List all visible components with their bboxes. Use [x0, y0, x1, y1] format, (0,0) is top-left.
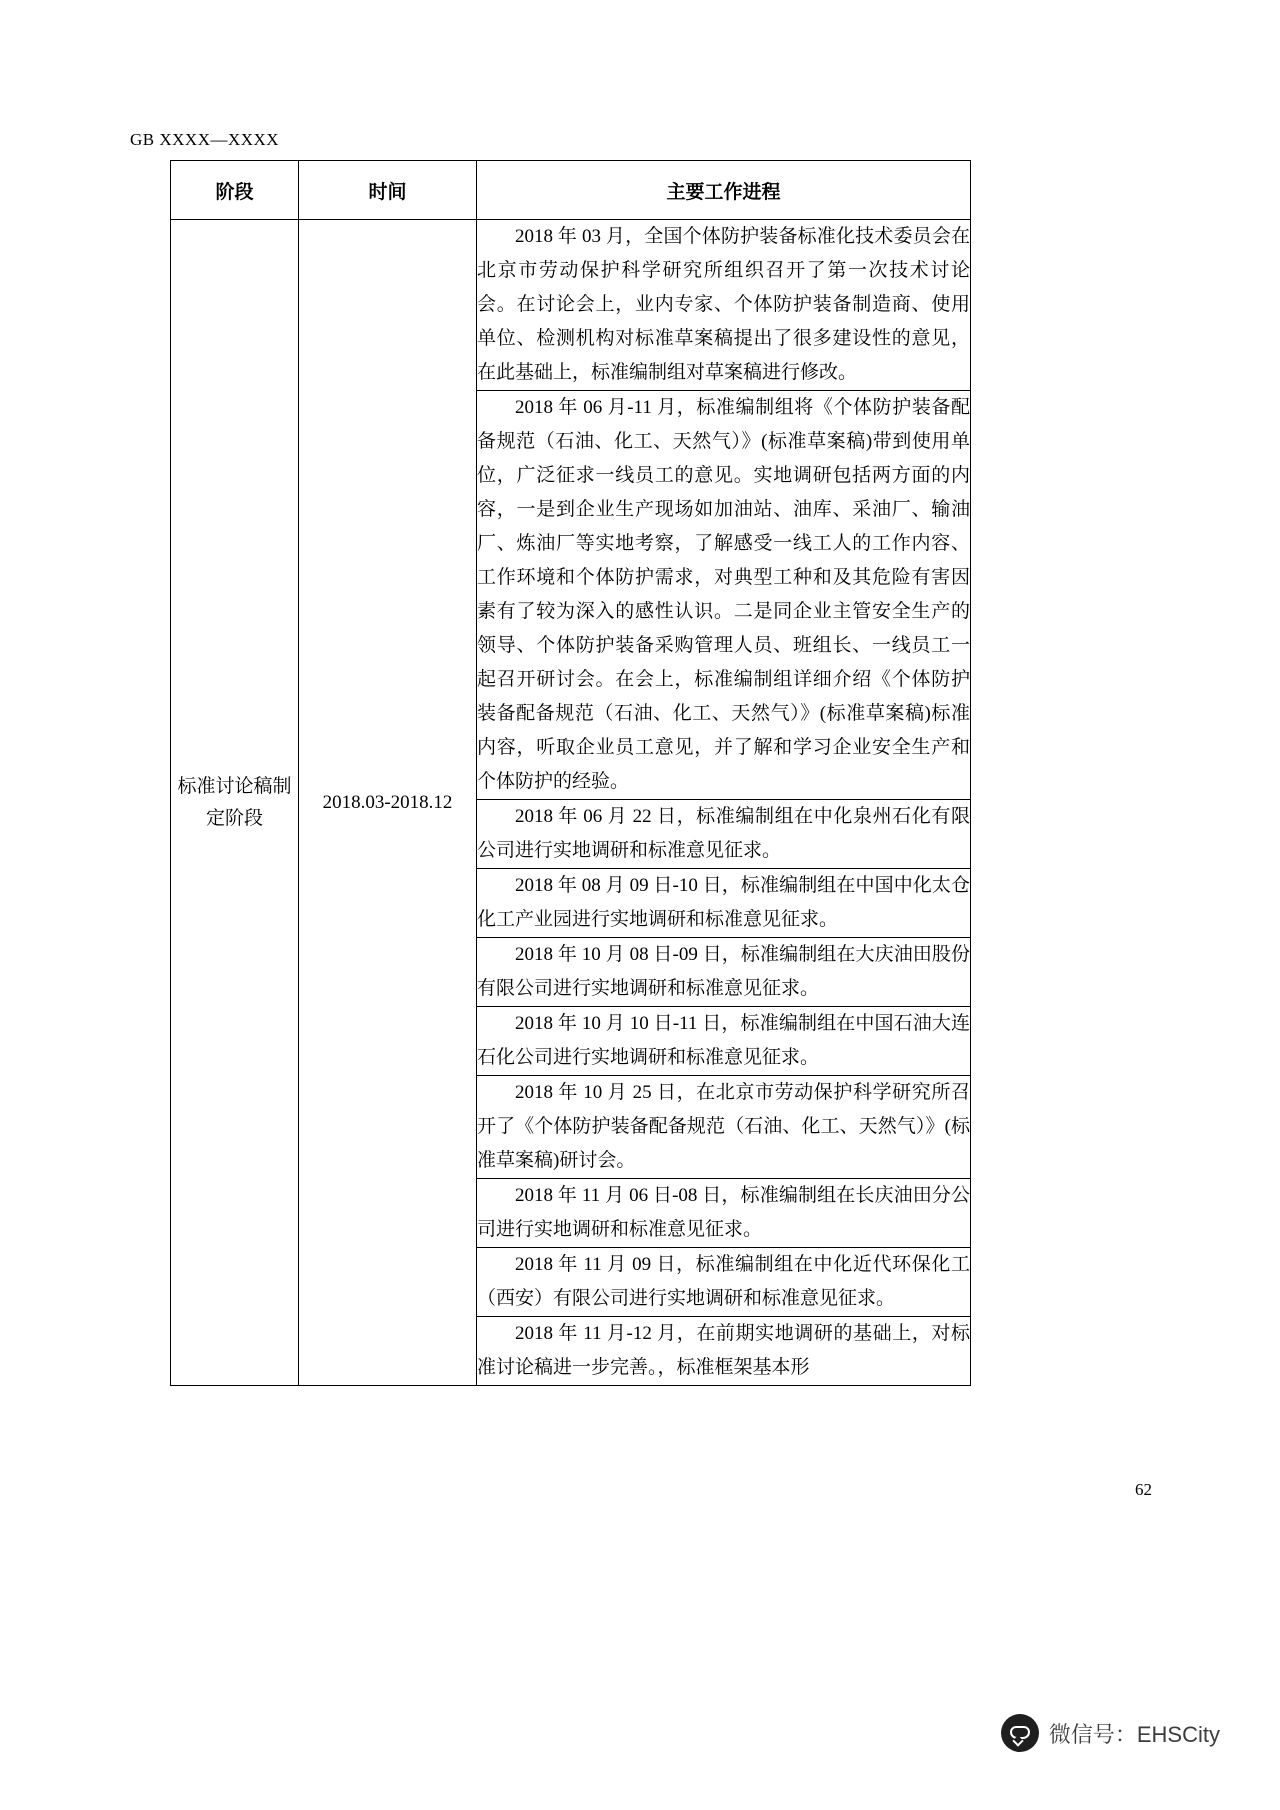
time-cell: 2018.03-2018.12: [299, 220, 477, 1386]
page-number: 62: [1135, 1480, 1152, 1499]
stage-cell: 标准讨论稿制定阶段: [171, 220, 299, 1386]
column-header-progress: 主要工作进程: [477, 161, 971, 220]
watermark: [1001, 1714, 1220, 1752]
progress-cell: 2018 年 03 月，全国个体防护装备标准化技术委员会在北京市劳动保护科学研究所组织召开了第一次技术讨论会。在讨论会上，业内专家、个体防护装备制造商、使用单位、检测机构对标准草案稿提出了很多建设性的意见，在此基础上，标准编制组对草案稿进行修改。: [477, 220, 971, 391]
document-header-code: GB XXXX—XXXX: [130, 130, 280, 149]
progress-cell: 2018 年 11 月-12 月，在前期实地调研的基础上，对标准讨论稿进一步完善。，标准框架基本形: [477, 1317, 971, 1386]
column-header-time: 时间: [299, 161, 477, 220]
progress-cell: 2018 年 10 月 10 日-11 日，标准编制组在中国石油大连石化公司进行实地调研和标准意见征求。: [477, 1007, 971, 1076]
progress-cell: 2018 年 06 月-11 月，标准编制组将《个体防护装备配备规范（石油、化工、天然气）》(标准草案稿)带到使用单位，广泛征求一线员工的意见。实地调研包括两方面的内容，一是到企业生产现场如加油站、油库、采油厂、输油厂、炼油厂等实地考察，了解感受一线工人的工作内容、工作环境和个体防护需求，对典型工种和及其危险有害因素有了较为深入的感性认识。二是同企业主管安全生产的领导、个体防护装备采购管理人员、班组长、一线员工一起召开研讨会。在会上，标准编制组详细介绍《个体防护装备配备规范（石油、化工、天然气）》(标准草案稿)标准内容，听取企业员工意见，并了解和学习企业安全生产和个体防护的经验。: [477, 391, 971, 800]
table-header-row: [171, 161, 971, 220]
wechat-icon: [1001, 1714, 1039, 1752]
watermark-label: 微信号：EHSCity: [1048, 1721, 1220, 1747]
column-header-stage: 阶段: [171, 161, 299, 220]
progress-cell: 2018 年 08 月 09 日-10 日，标准编制组在中国中化太仓化工产业园进行实地调研和标准意见征求。: [477, 869, 971, 938]
progress-cell: 2018 年 11 月 09 日，标准编制组在中化近代环保化工（西安）有限公司进行实地调研和标准意见征求。: [477, 1248, 971, 1317]
work-progress-table: [170, 160, 971, 1386]
progress-cell: 2018 年 06 月 22 日，标准编制组在中化泉州石化有限公司进行实地调研和标准意见征求。: [477, 800, 971, 869]
progress-cell: 2018 年 10 月 25 日，在北京市劳动保护科学研究所召开了《个体防护装备配备规范（石油、化工、天然气）》(标准草案稿)研讨会。: [477, 1076, 971, 1179]
progress-cell: 2018 年 11 月 06 日-08 日，标准编制组在长庆油田分公司进行实地调研和标准意见征求。: [477, 1179, 971, 1248]
progress-cell: 2018 年 10 月 08 日-09 日，标准编制组在大庆油田股份有限公司进行实地调研和标准意见征求。: [477, 938, 971, 1007]
table-row: [171, 220, 971, 391]
